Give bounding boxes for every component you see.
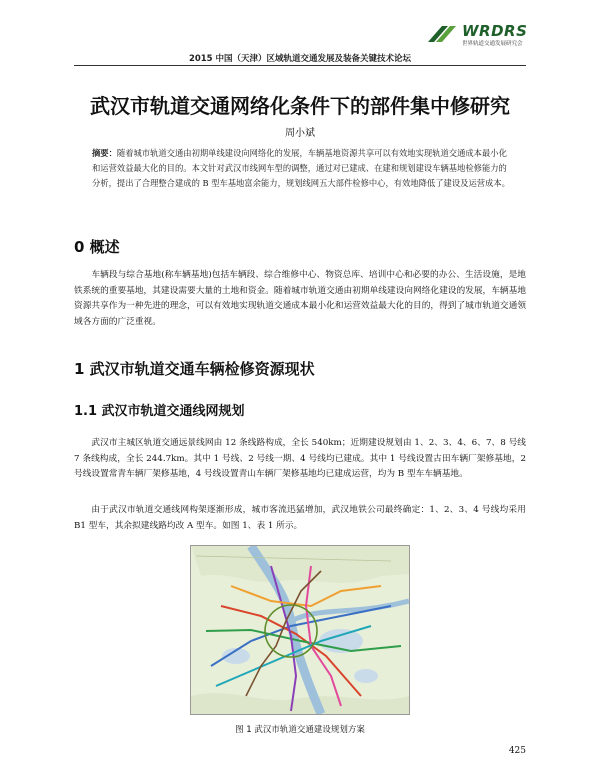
paper-author: 周小斌 [285, 128, 315, 139]
abstract [92, 146, 512, 191]
section-0-paragraph: 车辆段与综合基地(称车辆基地)包括车辆段、综合维修中心、物资总库、培训中心和必要的办公、生活设施，是地铁系统的重要基地，其建设需要大量的土地和资金。随着城市轨道交通由初期单线建设向网络化建设的发展，车辆基地资源共享作为一种先进的理念，可以有效地实现轨道交通成本最小化和运营效益最大化的目的，得到了城市轨道交通领域各方面的广泛重视。 [74, 270, 526, 327]
section-0-heading: 0 概述 [74, 238, 120, 256]
section-1-1-heading: 1.1 武汉市轨道交通线网规划 [74, 404, 245, 419]
section-1-1-paragraph-2: 由于武汉市轨道交通线网构架逐渐形成，城市客流迅猛增加，武汉地铁公司最终确定：1、2、3、4 号线均采用 B1 型车，其余拟建线路均改 A 型车。如图 1、表 1 所示。 [74, 505, 526, 531]
page-number: 425 [508, 746, 526, 756]
metro-network-map [190, 545, 410, 715]
wrdrs-logo [428, 22, 568, 48]
logo-org-text: 世界轨道交通发展研究会 [462, 41, 523, 47]
section-1-heading: 1 武汉市轨道交通车辆检修资源现状 [74, 360, 315, 378]
paper-title: 武汉市轨道交通网络化条件下的部件集中修研究 [90, 94, 510, 118]
map-graphic [191, 546, 409, 714]
header-divider [74, 65, 526, 66]
conference-header: 2015 中国（天津）区域轨道交通发展及装备关键技术论坛 [188, 54, 412, 64]
logo-chevron-icon [428, 24, 458, 44]
logo-brand-text: WRDRS [462, 22, 528, 40]
figure-1-caption: 图 1 武汉市轨道交通建设规划方案 [235, 725, 365, 735]
abstract-label: 摘要： [92, 148, 117, 158]
abstract-text: 随着城市轨道交通由初期单线建设向网络化的发展，车辆基地资源共享可以有效地实现轨道交通成本最小化和运营效益最大化的目的。本文针对武汉市线网车型的调整，通过对已建成、在建和规划建设车辆基地检修能力的分析，提出了合理整合建成的 B 型车基地富余能力，规划线网五大部件检修中心，有效地降低了建设及运营成本。 [92, 148, 510, 188]
section-1-1-paragraph-1: 武汉市主城区轨道交通远景线网由 12 条线路构成，全长 540km；近期建设规划由 1、2、3、4、6、7、8 号线 7 条线构成，全长 244.7km。其中 1 号线、2 号线一期、4 号线均已建成。其中 1 号线设置古田车辆厂架修基地，2 号线设置常青车辆厂架修基地，4 号线设置青山车辆厂架修基地均已建成运营，均为 B 型车车辆基地。 [74, 438, 526, 479]
